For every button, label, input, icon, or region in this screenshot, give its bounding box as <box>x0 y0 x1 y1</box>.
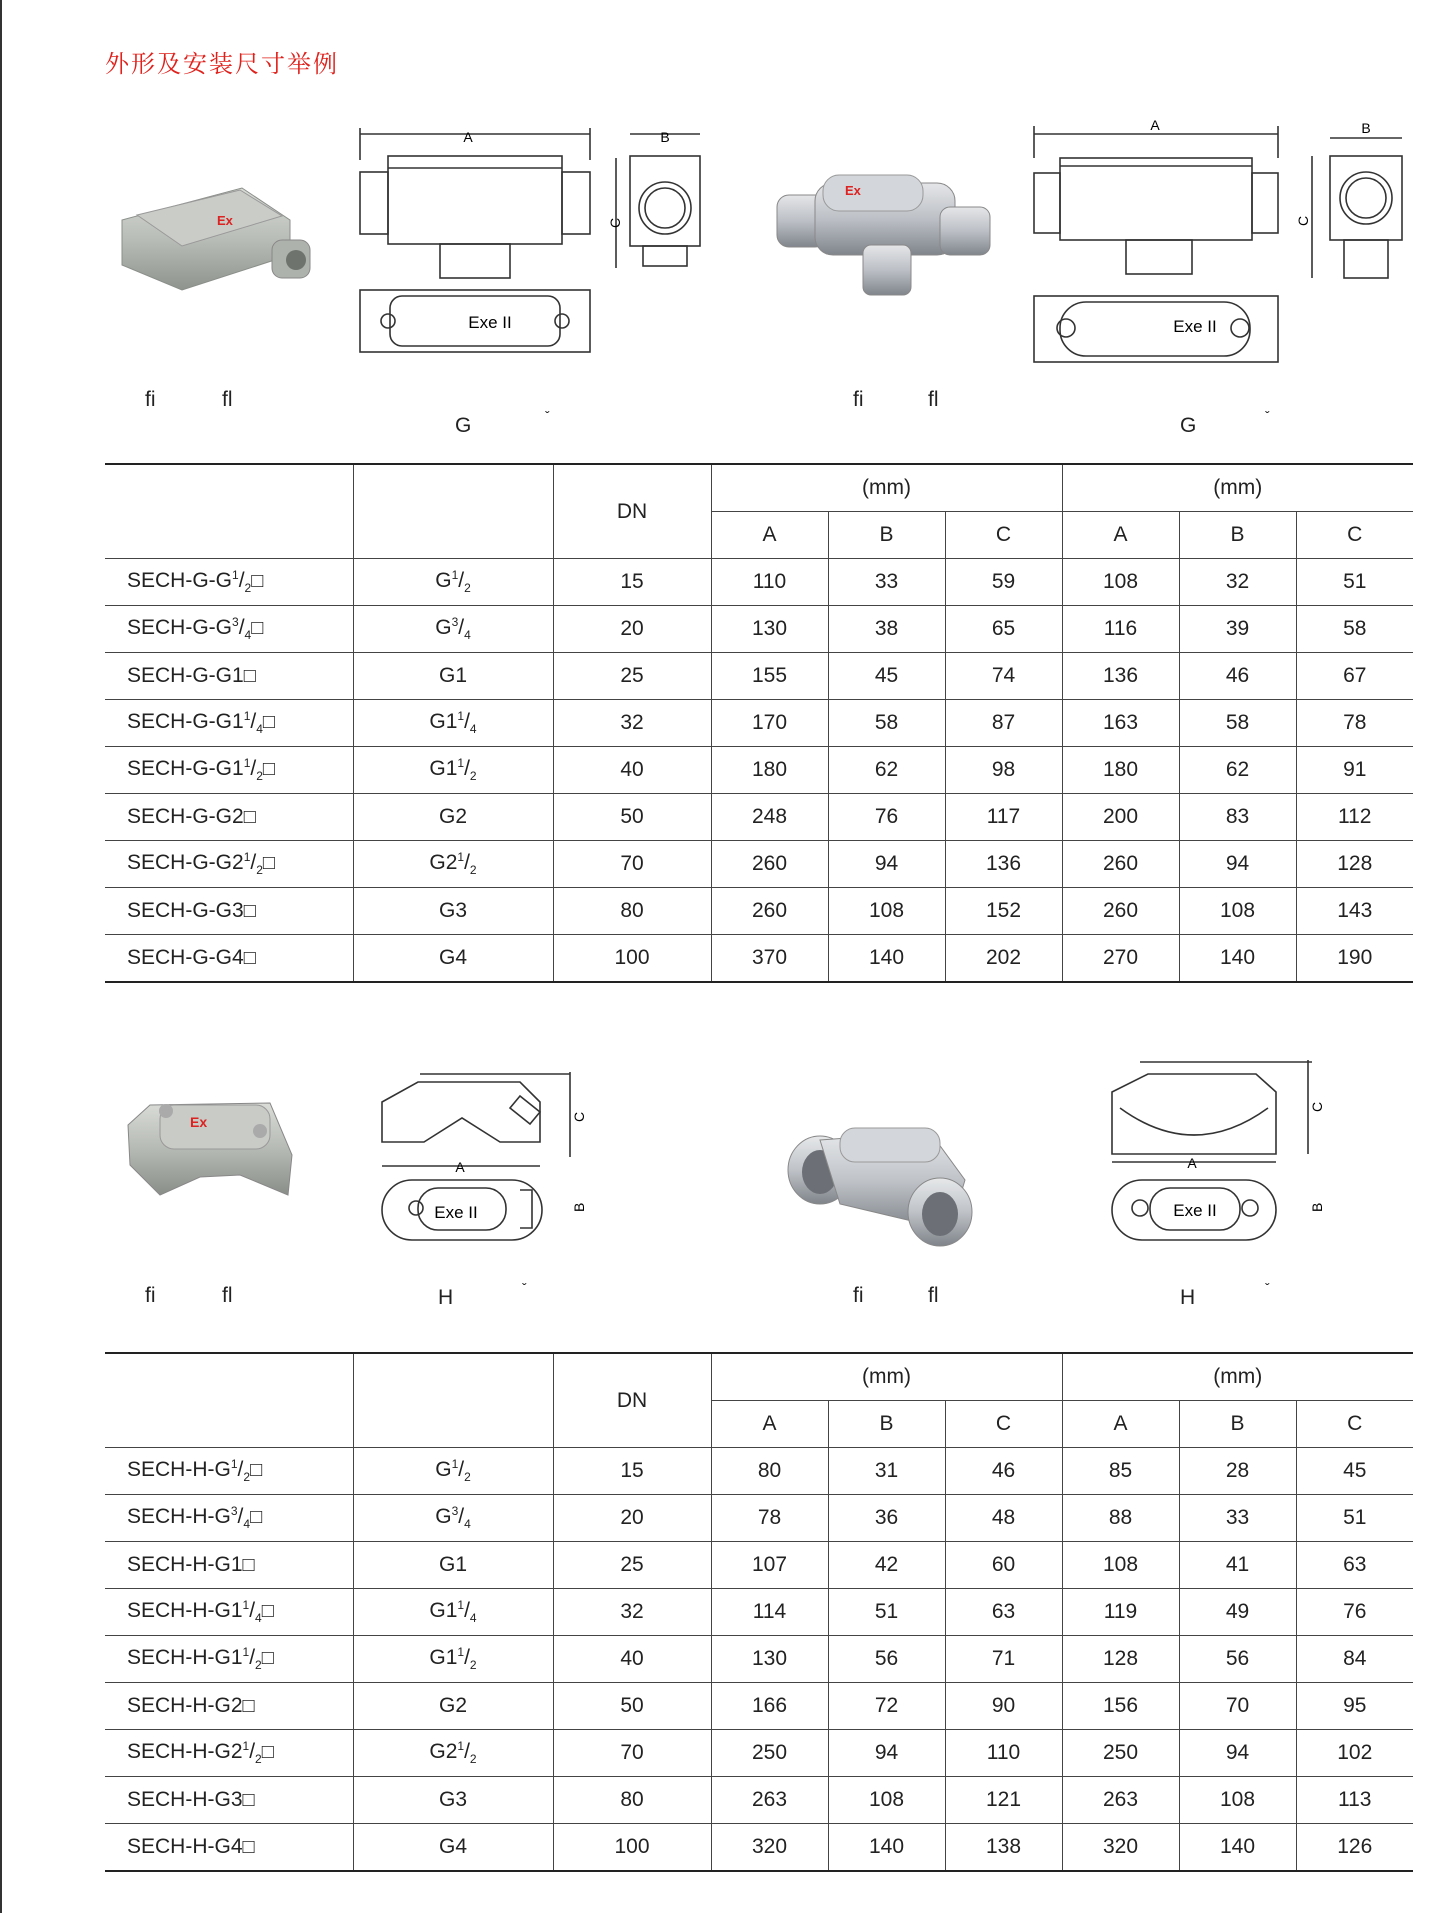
dimension-cell: 56 <box>828 1636 945 1683</box>
spec-table-h <box>105 1352 1413 1872</box>
dim-c-label: C <box>1309 1101 1325 1112</box>
dn-cell: 50 <box>553 794 711 841</box>
model-cell: SECH-$G-G^3/_4□$ <box>105 606 353 653</box>
dimension-cell: 260 <box>711 888 828 935</box>
dn-cell: 25 <box>553 1542 711 1589</box>
dimension-cell: 76 <box>828 794 945 841</box>
dimension-cell: 130 <box>711 1636 828 1683</box>
dimension-cell: 108 <box>828 888 945 935</box>
dimension-cell: 370 <box>711 935 828 983</box>
dimension-cell: 155 <box>711 653 828 700</box>
dim-a-label: A <box>1150 117 1160 133</box>
dimension-cell: 152 <box>945 888 1062 935</box>
dimension-cell: 45 <box>828 653 945 700</box>
header-model <box>105 464 353 559</box>
dimension-cell: 128 <box>1062 1636 1179 1683</box>
dimension-cell: 250 <box>711 1730 828 1777</box>
thread-cell: $G1^1/_2$ <box>353 1636 553 1683</box>
thread-cell: $G1^1/_4$ <box>353 700 553 747</box>
dimension-cell: 51 <box>1296 1495 1413 1542</box>
dimension-cell: 48 <box>945 1495 1062 1542</box>
caption-g-right-2: fl <box>928 388 939 411</box>
dimension-cell: 62 <box>1179 747 1296 794</box>
page-title: 外形及安装尺寸举例 <box>105 50 339 78</box>
dn-cell: 80 <box>553 888 711 935</box>
dimension-cell: 140 <box>828 1824 945 1872</box>
dimension-cell: 320 <box>1062 1824 1179 1872</box>
dn-cell: 100 <box>553 935 711 983</box>
dimension-cell: 180 <box>711 747 828 794</box>
header-col-b: B <box>828 1401 945 1448</box>
header-col-c: C <box>945 1401 1062 1448</box>
dn-cell: 25 <box>553 653 711 700</box>
table-row <box>105 747 1413 794</box>
dimension-cell: 108 <box>1062 1542 1179 1589</box>
dimension-cell: 112 <box>1296 794 1413 841</box>
dimension-cell: 38 <box>828 606 945 653</box>
dimension-cell: 107 <box>711 1542 828 1589</box>
dimension-cell: 260 <box>1062 888 1179 935</box>
table-row <box>105 1777 1413 1824</box>
caption-g-right-model: G <box>1180 414 1197 437</box>
exe-label: Exe II <box>468 313 512 332</box>
dimension-cell: 83 <box>1179 794 1296 841</box>
dn-cell: 100 <box>553 1824 711 1872</box>
dim-b-label: B <box>660 129 670 145</box>
dimension-cell: 56 <box>1179 1636 1296 1683</box>
dimension-cell: 90 <box>945 1683 1062 1730</box>
thread-cell: $G^3/_4$ <box>353 1495 553 1542</box>
dimension-cell: 110 <box>945 1730 1062 1777</box>
dim-a-label: A <box>1187 1155 1197 1171</box>
dimension-cell: 32 <box>1179 559 1296 606</box>
header-col-a: A <box>1062 1401 1179 1448</box>
model-cell: SECH-$H-G^3/_4□$ <box>105 1495 353 1542</box>
model-cell: SECH-$G-G^1/_2□$ <box>105 559 353 606</box>
caption-g-left-mark: ˇ <box>545 408 550 424</box>
dimension-cell: 270 <box>1062 935 1179 983</box>
thread-cell: G1 <box>353 1542 553 1589</box>
dimension-cell: 76 <box>1296 1589 1413 1636</box>
header-dn: DN <box>553 464 711 559</box>
thread-cell: $G1^1/_2$ <box>353 747 553 794</box>
model-cell: SECH-G-G3□ <box>105 888 353 935</box>
drawing-g-right-side <box>1295 118 1410 288</box>
dimension-cell: 58 <box>1179 700 1296 747</box>
header-col-a: A <box>1062 512 1179 559</box>
dim-b-label: B <box>1361 120 1371 136</box>
dimension-cell: 200 <box>1062 794 1179 841</box>
dimension-cell: 117 <box>945 794 1062 841</box>
dimension-cell: 102 <box>1296 1730 1413 1777</box>
dimension-cell: 84 <box>1296 1636 1413 1683</box>
dn-cell: 50 <box>553 1683 711 1730</box>
dimension-cell: 110 <box>711 559 828 606</box>
dimension-cell: 94 <box>828 1730 945 1777</box>
caption-h-right-2: fl <box>928 1284 939 1307</box>
dimension-cell: 88 <box>1062 1495 1179 1542</box>
table-row <box>105 1824 1413 1872</box>
dim-c-label: C <box>571 1111 587 1122</box>
dimension-cell: 116 <box>1062 606 1179 653</box>
dim-c-label: C <box>607 217 623 228</box>
dimension-cell: 71 <box>945 1636 1062 1683</box>
dimension-cell: 156 <box>1062 1683 1179 1730</box>
thread-cell: $G^1/_2$ <box>353 1448 553 1495</box>
table-row <box>105 700 1413 747</box>
dimension-cell: 128 <box>1296 841 1413 888</box>
dimension-cell: 114 <box>711 1589 828 1636</box>
dim-a-label: A <box>455 1159 465 1175</box>
dimension-cell: 250 <box>1062 1730 1179 1777</box>
dim-b-label: B <box>1309 1202 1325 1212</box>
dimension-cell: 49 <box>1179 1589 1296 1636</box>
dimension-cell: 263 <box>1062 1777 1179 1824</box>
thread-cell: G2 <box>353 1683 553 1730</box>
table-row <box>105 1448 1413 1495</box>
dn-cell: 15 <box>553 1448 711 1495</box>
dimension-cell: 121 <box>945 1777 1062 1824</box>
thread-cell: G2 <box>353 794 553 841</box>
thread-cell: G4 <box>353 935 553 983</box>
dimension-cell: 42 <box>828 1542 945 1589</box>
dimension-cell: 41 <box>1179 1542 1296 1589</box>
dimension-cell: 74 <box>945 653 1062 700</box>
dimension-cell: 67 <box>1296 653 1413 700</box>
caption-g-left-2: fl <box>222 388 233 411</box>
table-row <box>105 1683 1413 1730</box>
header-col-a: A <box>711 1401 828 1448</box>
dimension-cell: 78 <box>711 1495 828 1542</box>
header-thread <box>353 464 553 559</box>
dimension-cell: 94 <box>1179 841 1296 888</box>
exe-label: Exe II <box>1173 1201 1217 1220</box>
dimension-cell: 260 <box>711 841 828 888</box>
dimension-cell: 140 <box>828 935 945 983</box>
spec-table-g <box>105 463 1413 983</box>
caption-g-left-1: fi <box>145 388 156 411</box>
drawing-g-right <box>1030 118 1280 368</box>
table-row <box>105 794 1413 841</box>
dimension-cell: 85 <box>1062 1448 1179 1495</box>
header-col-b: B <box>1179 512 1296 559</box>
caption-h-left-mark: ˇ <box>522 1280 527 1296</box>
exe-label: Exe II <box>1173 317 1217 336</box>
model-cell: SECH-G-G4□ <box>105 935 353 983</box>
dimension-cell: 136 <box>945 841 1062 888</box>
dimension-cell: 108 <box>1179 888 1296 935</box>
ex-mark: Ex <box>845 183 861 198</box>
dimension-cell: 108 <box>828 1777 945 1824</box>
dimension-cell: 51 <box>828 1589 945 1636</box>
dimension-cell: 36 <box>828 1495 945 1542</box>
header-col-c: C <box>945 512 1062 559</box>
caption-h-right-model: H <box>1180 1286 1196 1309</box>
page-left-rule <box>0 0 2 1913</box>
header-col-b: B <box>828 512 945 559</box>
dimension-cell: 126 <box>1296 1824 1413 1872</box>
dim-a-label: A <box>463 129 473 145</box>
caption-g-right-mark: ˇ <box>1265 408 1270 424</box>
dimension-cell: 166 <box>711 1683 828 1730</box>
dimension-cell: 95 <box>1296 1683 1413 1730</box>
table-row <box>105 1589 1413 1636</box>
header-col-c: C <box>1296 512 1413 559</box>
caption-h-left-2: fl <box>222 1284 233 1307</box>
dn-cell: 32 <box>553 700 711 747</box>
dimension-cell: 62 <box>828 747 945 794</box>
header-unit-right: (mm) <box>1062 1353 1413 1401</box>
dn-cell: 20 <box>553 1495 711 1542</box>
thread-cell: $G2^1/_2$ <box>353 841 553 888</box>
product-photo-h-right <box>780 1120 980 1260</box>
product-photo-g-left <box>112 180 312 310</box>
model-cell: SECH-G-G2□ <box>105 794 353 841</box>
dn-cell: 40 <box>553 747 711 794</box>
caption-h-left-model: H <box>438 1286 454 1309</box>
dimension-cell: 138 <box>945 1824 1062 1872</box>
dn-cell: 32 <box>553 1589 711 1636</box>
header-col-a: A <box>711 512 828 559</box>
dimension-cell: 260 <box>1062 841 1179 888</box>
model-cell: SECH-$H-G^1/_2□$ <box>105 1448 353 1495</box>
table-row <box>105 1542 1413 1589</box>
table-row <box>105 888 1413 935</box>
ex-mark: Ex <box>190 1114 208 1130</box>
caption-h-left-1: fi <box>145 1284 156 1307</box>
dimension-cell: 31 <box>828 1448 945 1495</box>
model-cell: SECH-$H-G2^1/_2□$ <box>105 1730 353 1777</box>
dimension-cell: 140 <box>1179 935 1296 983</box>
dimension-cell: 33 <box>828 559 945 606</box>
thread-cell: $G1^1/_4$ <box>353 1589 553 1636</box>
header-col-c: C <box>1296 1401 1413 1448</box>
dimension-cell: 170 <box>711 700 828 747</box>
dimension-cell: 28 <box>1179 1448 1296 1495</box>
model-cell: SECH-G-G1□ <box>105 653 353 700</box>
dimension-cell: 143 <box>1296 888 1413 935</box>
dimension-cell: 51 <box>1296 559 1413 606</box>
dimension-cell: 63 <box>945 1589 1062 1636</box>
dn-cell: 15 <box>553 559 711 606</box>
dimension-cell: 202 <box>945 935 1062 983</box>
dimension-cell: 263 <box>711 1777 828 1824</box>
dimension-cell: 80 <box>711 1448 828 1495</box>
dimension-cell: 58 <box>828 700 945 747</box>
model-cell: SECH-$G-G1^1/_2□$ <box>105 747 353 794</box>
caption-g-left-model: G <box>455 414 472 437</box>
drawing-g-left <box>360 128 595 353</box>
dimension-cell: 39 <box>1179 606 1296 653</box>
thread-cell: $G^1/_2$ <box>353 559 553 606</box>
header-thread <box>353 1353 553 1448</box>
caption-h-right-mark: ˇ <box>1265 1280 1270 1296</box>
model-cell: SECH-H-G3□ <box>105 1777 353 1824</box>
dimension-cell: 91 <box>1296 747 1413 794</box>
thread-cell: G3 <box>353 1777 553 1824</box>
dimension-cell: 113 <box>1296 1777 1413 1824</box>
dimension-cell: 94 <box>1179 1730 1296 1777</box>
dimension-cell: 140 <box>1179 1824 1296 1872</box>
dimension-cell: 78 <box>1296 700 1413 747</box>
thread-cell: G1 <box>353 653 553 700</box>
table-row <box>105 1636 1413 1683</box>
ex-mark: Ex <box>217 213 233 228</box>
dimension-cell: 46 <box>1179 653 1296 700</box>
dimension-cell: 180 <box>1062 747 1179 794</box>
header-dn: DN <box>553 1353 711 1448</box>
drawing-h-left <box>380 1062 590 1262</box>
dimension-cell: 136 <box>1062 653 1179 700</box>
model-cell: SECH-H-G2□ <box>105 1683 353 1730</box>
header-unit-left: (mm) <box>711 464 1062 512</box>
dimension-cell: 87 <box>945 700 1062 747</box>
dimension-cell: 70 <box>1179 1683 1296 1730</box>
thread-cell: G3 <box>353 888 553 935</box>
dimension-cell: 45 <box>1296 1448 1413 1495</box>
dimension-cell: 72 <box>828 1683 945 1730</box>
thread-cell: $G2^1/_2$ <box>353 1730 553 1777</box>
dn-cell: 70 <box>553 841 711 888</box>
table-row <box>105 653 1413 700</box>
product-photo-g-right <box>775 165 995 305</box>
dimension-cell: 119 <box>1062 1589 1179 1636</box>
dimension-cell: 63 <box>1296 1542 1413 1589</box>
caption-h-right-1: fi <box>853 1284 864 1307</box>
product-photo-h-left <box>120 1085 300 1205</box>
caption-g-right-1: fi <box>853 388 864 411</box>
model-cell: SECH-H-G1□ <box>105 1542 353 1589</box>
table-row <box>105 559 1413 606</box>
model-cell: SECH-$H-G1^1/_4□$ <box>105 1589 353 1636</box>
thread-cell: G4 <box>353 1824 553 1872</box>
header-unit-left: (mm) <box>711 1353 1062 1401</box>
dim-c-label: C <box>1295 215 1311 226</box>
header-col-b: B <box>1179 1401 1296 1448</box>
dimension-cell: 33 <box>1179 1495 1296 1542</box>
dimension-cell: 108 <box>1062 559 1179 606</box>
table-row <box>105 1730 1413 1777</box>
dimension-cell: 130 <box>711 606 828 653</box>
drawing-h-right <box>1100 1052 1325 1272</box>
dimension-cell: 60 <box>945 1542 1062 1589</box>
dim-b-label: B <box>571 1202 587 1212</box>
table-row <box>105 841 1413 888</box>
model-cell: SECH-$G-G1^1/_4□$ <box>105 700 353 747</box>
header-model <box>105 1353 353 1448</box>
dimension-cell: 65 <box>945 606 1062 653</box>
dn-cell: 80 <box>553 1777 711 1824</box>
dimension-cell: 108 <box>1179 1777 1296 1824</box>
dimension-cell: 98 <box>945 747 1062 794</box>
dimension-cell: 248 <box>711 794 828 841</box>
dn-cell: 20 <box>553 606 711 653</box>
table-row <box>105 606 1413 653</box>
table-row <box>105 1495 1413 1542</box>
dimension-cell: 190 <box>1296 935 1413 983</box>
dimension-cell: 320 <box>711 1824 828 1872</box>
header-unit-right: (mm) <box>1062 464 1413 512</box>
dimension-cell: 163 <box>1062 700 1179 747</box>
model-cell: SECH-$G-G2^1/_2□$ <box>105 841 353 888</box>
thread-cell: $G^3/_4$ <box>353 606 553 653</box>
model-cell: SECH-$H-G1^1/_2□$ <box>105 1636 353 1683</box>
drawing-g-left-side <box>607 128 705 278</box>
model-cell: SECH-H-G4□ <box>105 1824 353 1872</box>
dimension-cell: 94 <box>828 841 945 888</box>
dimension-cell: 59 <box>945 559 1062 606</box>
dimension-cell: 46 <box>945 1448 1062 1495</box>
dimension-cell: 58 <box>1296 606 1413 653</box>
dn-cell: 40 <box>553 1636 711 1683</box>
dn-cell: 70 <box>553 1730 711 1777</box>
exe-label: Exe II <box>434 1203 478 1222</box>
table-row <box>105 935 1413 983</box>
